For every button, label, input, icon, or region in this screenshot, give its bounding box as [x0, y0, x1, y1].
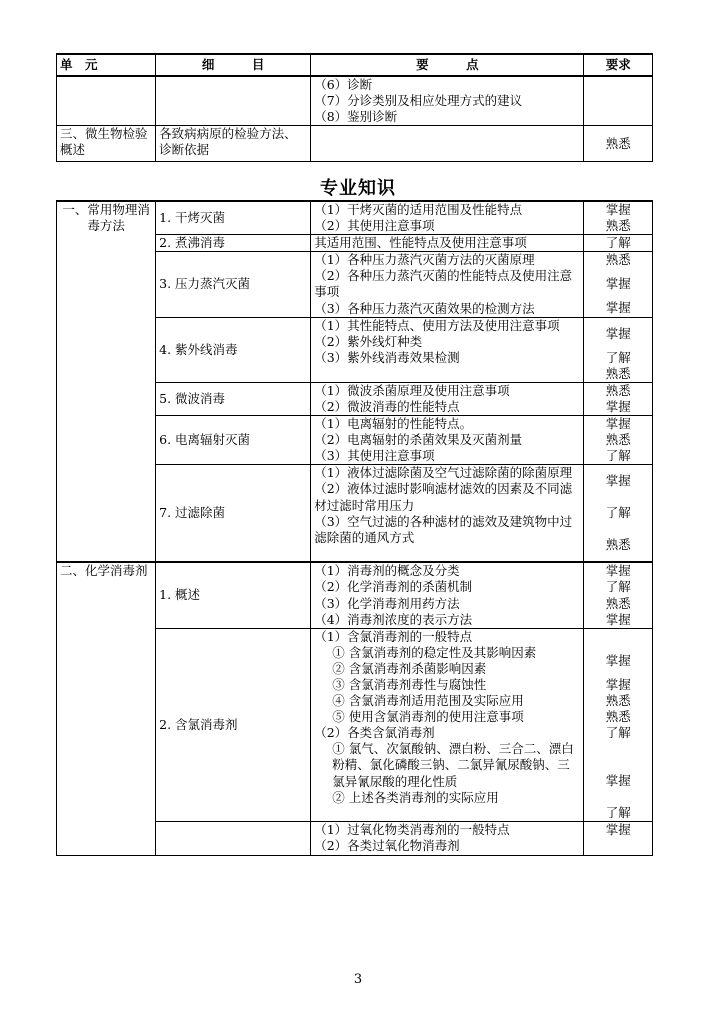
req-cell: 熟悉: [584, 126, 653, 162]
req-value: 了解: [605, 805, 631, 821]
section-title: 专业知识: [320, 178, 396, 199]
table-row: [57, 562, 653, 628]
point-line: （2）各种压力蒸汽灭菌的性能特点及使用注意事项: [314, 268, 573, 300]
point-line: ② 上述各类消毒剂的实际应用: [332, 789, 499, 805]
item-cell: 1. 干烤灭菌: [156, 201, 311, 235]
point-line: （2）液体过滤时影响滤材滤效的因素及不同滤材过滤时常用压力: [314, 481, 573, 513]
unit-cell: 一、常用物理消毒方法: [57, 201, 156, 562]
item-cell: 1. 概述: [156, 562, 311, 628]
req-value: 掌握: [605, 563, 631, 579]
header-req: 要求: [584, 54, 653, 76]
page-number: 3: [353, 972, 363, 987]
req-value: 掌握: [605, 822, 631, 838]
req-value: 掌握: [605, 773, 631, 789]
req-value: 掌握: [605, 611, 631, 627]
point-line: （1）微波杀菌原理及使用注意事项: [314, 382, 510, 398]
table-row: [57, 76, 653, 126]
point-line: ④ 含氯消毒剂适用范围及实际应用: [332, 693, 524, 709]
req-value: 了解: [605, 349, 631, 365]
point-line: （7）分诊类别及相应处理方式的建议: [314, 93, 523, 108]
points-cell: [311, 317, 584, 382]
item-cell: 6. 电离辐射灭菌: [156, 416, 311, 465]
req-value: 熟悉: [605, 365, 631, 381]
req-value: 熟悉: [605, 537, 631, 553]
point-line: （1）液体过滤除菌及空气过滤除菌的除菌原理: [314, 465, 573, 481]
point-line: （2）其使用注意事项: [314, 218, 435, 234]
table-row: [57, 201, 653, 235]
req-value: 熟悉: [605, 432, 631, 448]
points-cell: [311, 416, 584, 465]
points-cell: [311, 126, 584, 162]
header-point: 要 点: [311, 54, 584, 76]
point-line: （3）化学消毒剂用药方法: [314, 595, 460, 611]
header-row: [57, 54, 653, 76]
item-cell: 4. 紫外线消毒: [156, 317, 311, 382]
point-line: （2）化学消毒剂的杀菌机制: [314, 579, 473, 595]
point-line: （2）电离辐射的杀菌效果及灭菌剂量: [314, 432, 523, 448]
req-cell: [584, 201, 653, 235]
unit-cell: 二、化学消毒剂: [57, 562, 156, 855]
req-value: 了解: [605, 579, 631, 595]
item-cell: 2. 煮沸消毒: [156, 235, 311, 252]
point-line: （1）其性能特点、使用方法及使用注意事项: [314, 317, 560, 333]
req-cell: [584, 382, 653, 415]
point-line: （3）各种压力蒸汽灭菌效果的检测方法: [314, 300, 535, 316]
req-cell: [584, 465, 653, 563]
point-line: ③ 含氯消毒剂毒性与腐蚀性: [332, 676, 487, 692]
item-cell: 5. 微波消毒: [156, 382, 311, 415]
point-line: （1）过氧化物类消毒剂的一般特点: [314, 822, 510, 838]
req-cell: [584, 235, 653, 252]
unit-cell: 三、微生物检验概述: [57, 126, 156, 162]
req-value: [587, 629, 649, 645]
point-line: （4）消毒剂浓度的表示方法: [314, 611, 473, 627]
req-value: 掌握: [605, 473, 631, 489]
point-line: （2）各类含氯消毒剂: [314, 725, 435, 741]
point-line: （3）空气过滤的各种滤材的滤效及建筑物中过滤除菌的通风方式: [314, 513, 573, 545]
header-unit: 单 元: [57, 54, 156, 76]
req-value: 熟悉: [605, 252, 631, 268]
req-value: 掌握: [605, 300, 631, 316]
points-cell: [311, 628, 584, 822]
req-value: 掌握: [605, 325, 631, 341]
point-line: （2）各类过氧化物消毒剂: [314, 838, 460, 854]
req-value: 熟悉: [605, 595, 631, 611]
req-value: 熟悉: [605, 692, 631, 708]
req-value: 了解: [605, 505, 631, 521]
point-line: （1）含氯消毒剂的一般特点: [314, 628, 473, 644]
req-value: 掌握: [605, 398, 631, 414]
req-cell: [584, 628, 653, 822]
req-value: 掌握: [605, 202, 631, 217]
points-cell: [311, 201, 584, 235]
req-cell: [584, 822, 653, 855]
unit-cell: [57, 76, 156, 126]
req-value: 掌握: [605, 652, 631, 668]
item-cell: [156, 822, 311, 855]
point-line: ① 含氯消毒剂的稳定性及其影响因素: [332, 644, 537, 660]
req-value: [587, 838, 649, 854]
req-value: 掌握: [605, 276, 631, 292]
table-row: [57, 126, 653, 162]
point-line: （2）微波消毒的性能特点: [314, 398, 460, 414]
points-cell: [311, 562, 584, 628]
req-value: 熟悉: [605, 708, 631, 724]
item-cell: 3. 压力蒸汽灭菌: [156, 252, 311, 317]
req-cell: [584, 76, 653, 126]
point-line: （1）电离辐射的性能特点。: [314, 416, 473, 432]
point-line: （1）干烤灭菌的适用范围及性能特点: [314, 202, 523, 217]
point-line: （1）各种压力蒸汽灭菌方法的灭菌原理: [314, 252, 535, 268]
points-cell: [311, 252, 584, 317]
points-cell: [311, 465, 584, 563]
point-line: ⑤ 使用含氯消毒剂的使用注意事项: [332, 709, 524, 725]
req-cell: [584, 416, 653, 465]
req-cell: [584, 562, 653, 628]
req-value: 熟悉: [605, 218, 631, 234]
req-value: 了解: [605, 725, 631, 741]
points-cell: [311, 382, 584, 415]
point-line: （3）其使用注意事项: [314, 448, 435, 464]
point-line: （6）诊断: [314, 77, 373, 92]
points-cell: [311, 822, 584, 855]
points-cell: 其适用范围、性能特点及使用注意事项: [311, 235, 584, 252]
top-table: [56, 53, 653, 162]
point-line: ① 氯气、次氯酸钠、漂白粉、三合二、漂白粉精、氯化磷酸三钠、二氯异氰尿酸钠、三氯异氰尿酸的理化性质: [332, 741, 574, 789]
req-cell: [584, 317, 653, 382]
point-line: ② 含氯消毒剂杀菌影响因素: [332, 660, 487, 676]
header-item: 细 目: [156, 54, 311, 76]
req-value: 掌握: [605, 676, 631, 692]
point-line: （8）鉴别诊断: [314, 109, 398, 124]
req-value: 掌握: [605, 416, 631, 432]
item-cell: [156, 76, 311, 126]
point-line: （1）消毒剂的概念及分类: [314, 563, 460, 579]
point-line: （2）紫外线灯种类: [314, 333, 423, 349]
req-value: 了解: [605, 448, 631, 464]
req-value: 了解: [605, 235, 631, 251]
item-cell: 7. 过滤除菌: [156, 465, 311, 563]
req-value: 熟悉: [605, 382, 631, 398]
points-cell: [311, 76, 584, 126]
req-value: [587, 741, 649, 757]
knowledge-table: [56, 200, 653, 856]
point-line: （3）紫外线消毒效果检测: [314, 349, 460, 365]
item-cell: 各致病病原的检验方法、诊断依据: [156, 126, 311, 162]
req-cell: [584, 252, 653, 317]
item-cell: 2. 含氯消毒剂: [156, 628, 311, 822]
